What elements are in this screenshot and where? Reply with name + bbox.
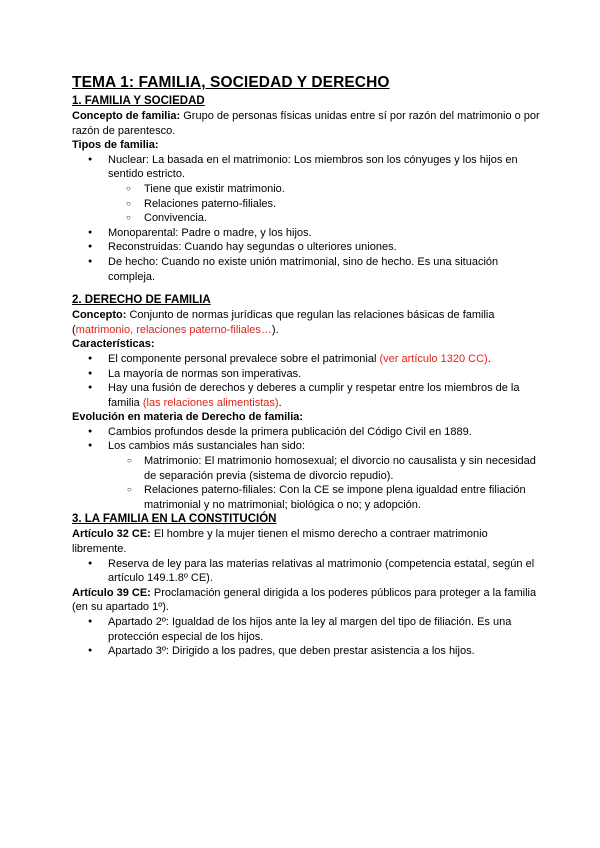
list-item [72,381,540,410]
caract3-end: . [278,396,282,409]
caracteristicas-label-text: Características: [72,338,155,351]
articulo-32-label: Artículo 32 CE: [72,528,151,541]
section-heading-2: 2. DERECHO DE FAMILIA [72,294,211,307]
tipos-familia-label [72,138,540,153]
tipo-nuclear: Nuclear: La basada en el matrimonio: Los miembros son los cónyuges y los hijos en sentido estricto. [108,153,518,181]
list-item: ○ Relaciones paterno-filiales: Con la CE se impone plena igualdad entre filiación matrimonial y no matrimonial; biológica o no; y adopción. [108,483,540,512]
tipos-familia-list-cont [72,226,540,284]
list-item [72,153,540,182]
list-item: ○ Relaciones paterno-filiales. [72,197,540,212]
evolucion-label-text: Evolución en materia de Derecho de familia: [72,411,304,424]
tipos-familia-label-text: Tipos de familia: [72,139,159,152]
tipos-familia-list [72,153,540,182]
concepto-label: Concepto: [72,309,127,322]
evolucion-label [72,410,540,425]
articulo-32 [72,527,540,556]
evolucion-sublist [108,454,540,512]
articulo-39-list [72,615,540,659]
list-item: ● Apartado 2º: Igualdad de los hijos ante la ley al margen del tipo de filiación. Es una protección especial de los hijos. [72,615,540,644]
evolucion-list [72,425,540,513]
list-item: ● Apartado 3º: Dirigido a los padres, que deben prestar asistencia a los hijos. [72,644,540,659]
tipo-de-hecho: ● De hecho: Cuando no existe unión matrimonial, sino de hecho. Es una situación compleja. [72,255,540,284]
concepto-red-text: matrimonio, relaciones paterno-filiales… [75,323,272,336]
list-item: ○ Convivencia. [72,211,540,226]
section-heading-1: 1. FAMILIA Y SOCIEDAD [72,95,205,107]
tipo-reconstruidas: ● Reconstruidas: Cuando hay segundas o ulteriores uniones. [72,240,540,255]
list-item [72,439,540,512]
articulo-39 [72,586,540,615]
evol2-text: Los cambios más sustanciales han sido: [108,440,305,453]
caracteristicas-list [72,352,540,410]
list-item: ○ Tiene que existir matrimonio. [72,182,540,197]
caract1-red: (ver artículo 1320 CC) [379,352,488,365]
caract3-text: Hay una fusión de derechos y deberes a cumplir y respetar entre los miembros de la familia [108,382,520,409]
caract1-text: El componente personal prevalece sobre el patrimonial [108,352,380,365]
articulo-32-list [72,557,540,586]
concepto-end: ). [271,323,279,336]
articulo-39-text: Proclamación general dirigida a los poderes públicos para proteger a la familia (en su apartado 1º). [72,586,537,614]
list-item: ● Cambios profundos desde la primera publicación del Código Civil en 1889. [72,425,540,440]
caract1-end: . [487,352,491,365]
caract3-red: (las relaciones alimentistas) [142,396,279,409]
articulo-39-label: Artículo 39 CE: [72,586,151,599]
nuclear-sublist [72,182,540,226]
tipo-monoparental: ● Monoparental: Padre o madre, y los hijos. [72,226,540,241]
concepto-text: Conjunto de normas jurídicas que regulan las relaciones básicas de familia ( [72,309,495,336]
list-item: ○ Matrimonio: El matrimonio homosexual; el divorcio no causalista y sin necesidad de separación previa (sistema de divorcio repudio). [108,454,540,483]
document-title: TEMA 1: FAMILIA, SOCIEDAD Y DERECHO [72,74,390,91]
concepto-derecho [72,308,540,337]
list-item: ● La mayoría de normas son imperativas. [72,367,540,382]
caracteristicas-label [72,337,540,352]
concepto-familia-text: Grupo de personas físicas unidas entre sí por razón del matrimonio o por razón de parentesco. [72,110,540,137]
section-heading-3: 3. LA FAMILIA EN LA CONSTITUCIÓN [72,513,277,526]
list-item: ● Reserva de ley para las materias relativas al matrimonio (competencia estatal, según el artículo 149.1.8º CE). [72,557,540,586]
concepto-familia-label: Concepto de familia: [72,110,181,122]
list-item [72,352,540,367]
articulo-32-text: El hombre y la mujer tienen el mismo derecho a contraer matrimonio libremente. [72,528,488,556]
concepto-familia [72,109,540,138]
